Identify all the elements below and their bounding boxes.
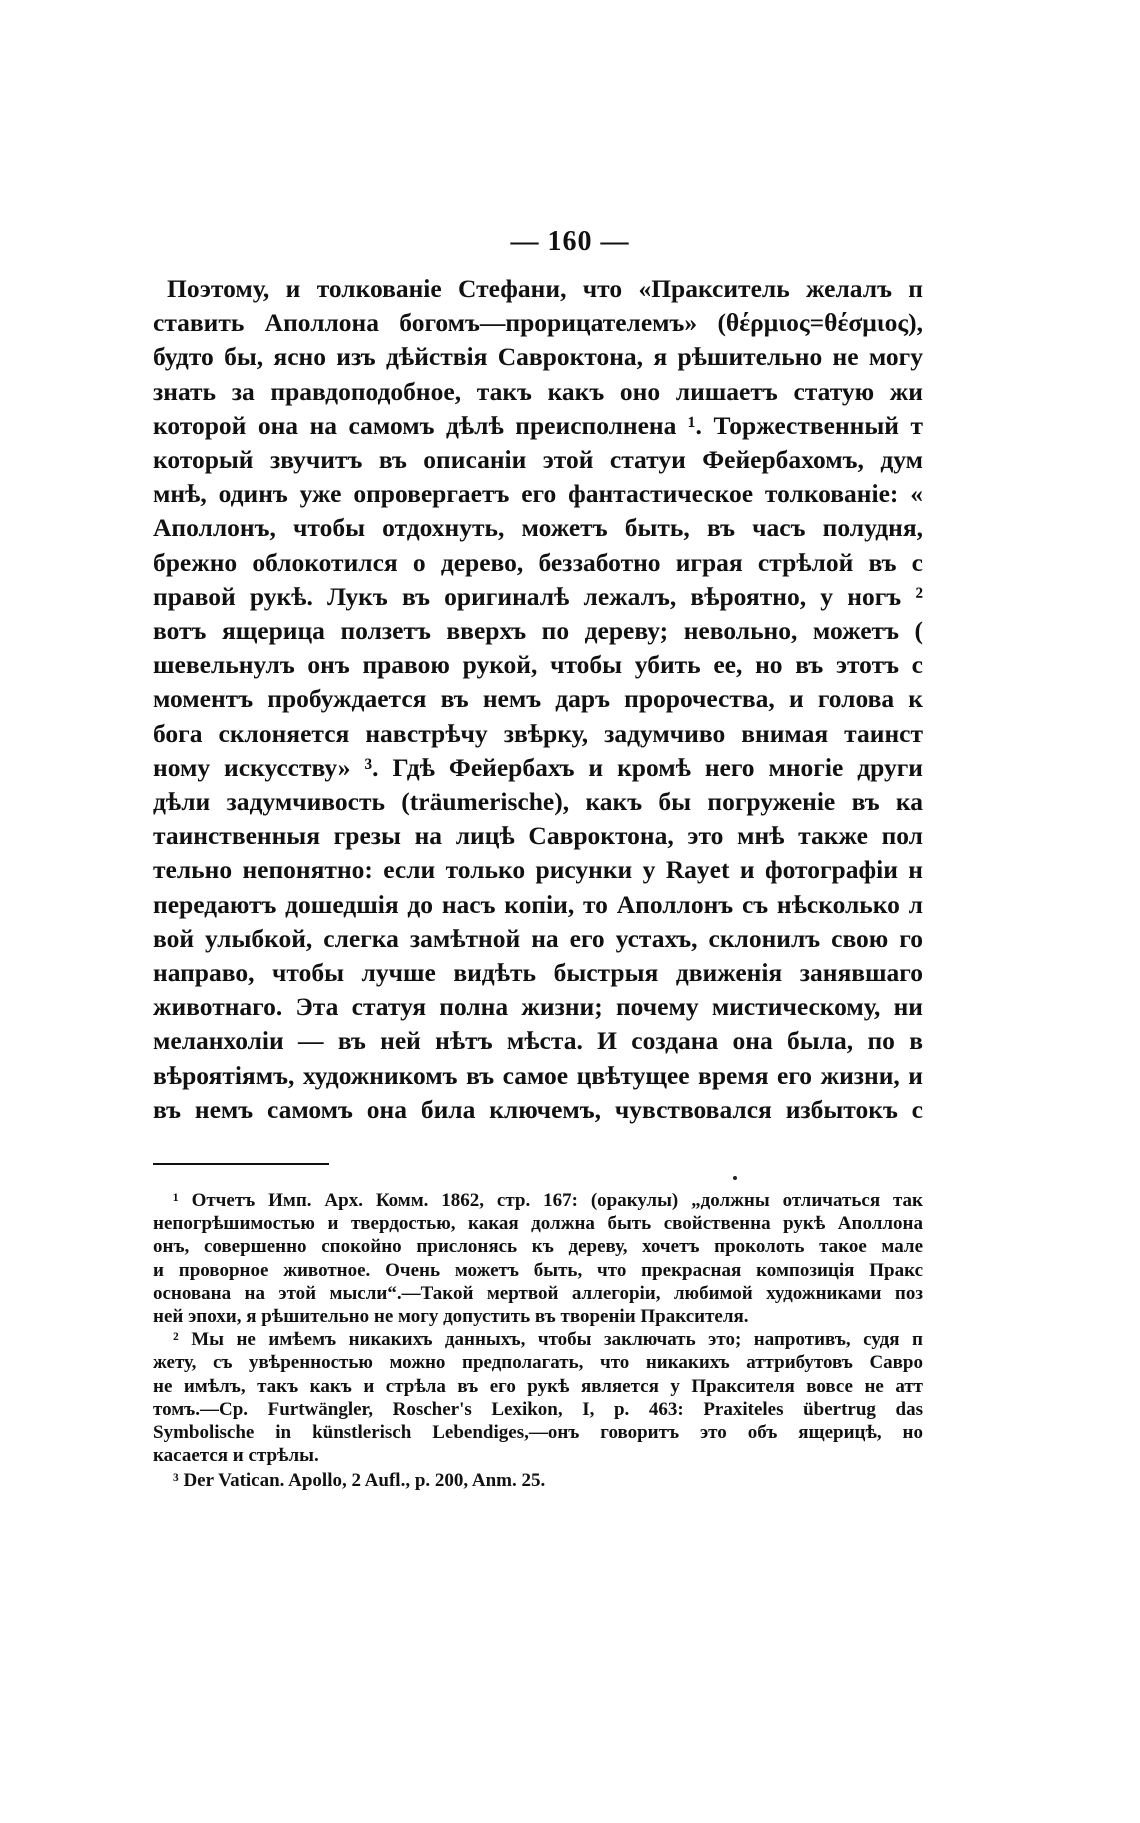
text-line: вѣроятіямъ, художникомъ въ самое цвѣтущее время его жизни, и: [153, 1060, 923, 1090]
text-line: таинственныя грезы на лицѣ Савроктона, это мнѣ также пол: [153, 821, 923, 851]
text-line: дѣли задумчивость (träumerische), какъ бы погруженіе въ ка: [153, 787, 923, 817]
footnote-line: непогрѣшимостью и твердостью, какая должна быть свойственна рукѣ Аполлона: [153, 1213, 923, 1235]
text-line: ставить Аполлона богомъ—прорицателемъ» (θέρμιος=θέσμιος),: [153, 308, 923, 338]
text-line: Аполлонъ, чтобы отдохнуть, можетъ быть, въ часъ полудня,: [153, 513, 923, 543]
text-line: передаютъ дошедшія до насъ копіи, то Аполлонъ съ нѣсколько л: [153, 889, 923, 919]
footnote-line: ³ Der Vatican. Apollo, 2 Aufl., p. 200, Anm. 25.: [173, 1470, 546, 1492]
footnote-line: ней эпохи, я рѣшительно не могу допустить въ твореніи Праксителя.: [153, 1306, 749, 1328]
text-line: Поэтому, и толкованіе Стефани, что «Пракситель желалъ п: [167, 274, 923, 303]
footnote-divider: [153, 1163, 329, 1165]
text-line: тельно непонятно: если только рисунки у Rayet и фотографіи н: [153, 855, 923, 885]
main-text-block: [153, 272, 923, 1127]
text-line: въ немъ самомъ она била ключемъ, чувствовался избытокъ с: [153, 1094, 923, 1124]
footnote-line: основана на этой мысли“.—Такой мертвой аллегоріи, любимой художниками поз: [153, 1282, 923, 1304]
footnote-line: томъ.—Ср. Furtwängler, Roscher's Lexikon, I, p. 463: Praxiteles übertrug das: [153, 1398, 923, 1420]
footnote-line: Symbolische in künstlerisch Lebendiges,—онъ говоритъ это объ ящерицѣ, но: [153, 1422, 923, 1444]
footnote-line: не имѣлъ, такъ какъ и стрѣла въ его рукѣ является у Праксителя вовсе не атт: [153, 1375, 923, 1397]
text-line: бога склоняется навстрѣчу звѣрку, задумчиво внимая таинст: [153, 718, 923, 748]
footnotes-block: [153, 1189, 923, 1493]
footnote-line: ² Мы не имѣемъ никакихъ данныхъ, чтобы заключать это; напротивъ, судя п: [173, 1329, 923, 1351]
page-number: — 160 —: [510, 226, 630, 257]
text-line: вотъ ящерица ползетъ вверхъ по дереву; невольно, можетъ (: [153, 616, 923, 646]
text-line: которой она на самомъ дѣлѣ преисполнена ¹. Торжественный т: [153, 410, 923, 440]
text-line: знать за правдоподобное, такъ какъ оно лишаетъ статую жи: [153, 376, 923, 406]
text-line: который звучитъ въ описаніи этой статуи Фейербахомъ, дум: [153, 445, 923, 475]
footnote-line: и проворное животное. Очень можетъ быть, что прекрасная композиція Пракс: [153, 1259, 923, 1281]
text-line: шевельнулъ онъ правою рукой, чтобы убить ее, но въ этотъ с: [153, 650, 923, 680]
print-speck: [733, 1176, 737, 1180]
footnote-line: онъ, совершенно спокойно прислонясь къ дереву, хочетъ проколоть такое мале: [153, 1236, 923, 1258]
text-line: моментъ пробуждается въ немъ даръ пророчества, и голова к: [153, 684, 923, 714]
text-line: животнаго. Эта статуя полна жизни; почему мистическому, ни: [153, 992, 923, 1022]
footnote-line: жету, съ увѣренностью можно предполагать, что никакихъ аттрибутовъ Савро: [153, 1352, 923, 1374]
text-line: меланхоліи — въ ней нѣтъ мѣста. И создана она была, по в: [153, 1026, 923, 1056]
text-line: будто бы, ясно изъ дѣйствія Савроктона, я рѣшительно не могу: [153, 342, 923, 372]
text-line: правой рукѣ. Лукъ въ оригиналѣ лежалъ, вѣроятно, у ногъ ²: [153, 581, 923, 611]
footnote-line: ¹ Отчетъ Имп. Арх. Комм. 1862, стр. 167: (оракулы) „должны отличаться так: [173, 1190, 923, 1211]
text-line: направо, чтобы лучше видѣть быстрыя движенія занявшаго: [153, 958, 923, 988]
text-line: вой улыбкой, слегка замѣтной на его устахъ, склонилъ свою го: [153, 923, 923, 953]
footnote-line: касается и стрѣлы.: [153, 1445, 319, 1467]
text-line: брежно облокотился о дерево, беззаботно играя стрѣлой въ с: [153, 547, 923, 577]
text-line: ному искусству» ³. Гдѣ Фейербахъ и кромѣ него многіе други: [153, 752, 923, 782]
text-line: мнѣ, одинъ уже опровергаетъ его фантастическое толкованіе: «: [153, 479, 923, 509]
